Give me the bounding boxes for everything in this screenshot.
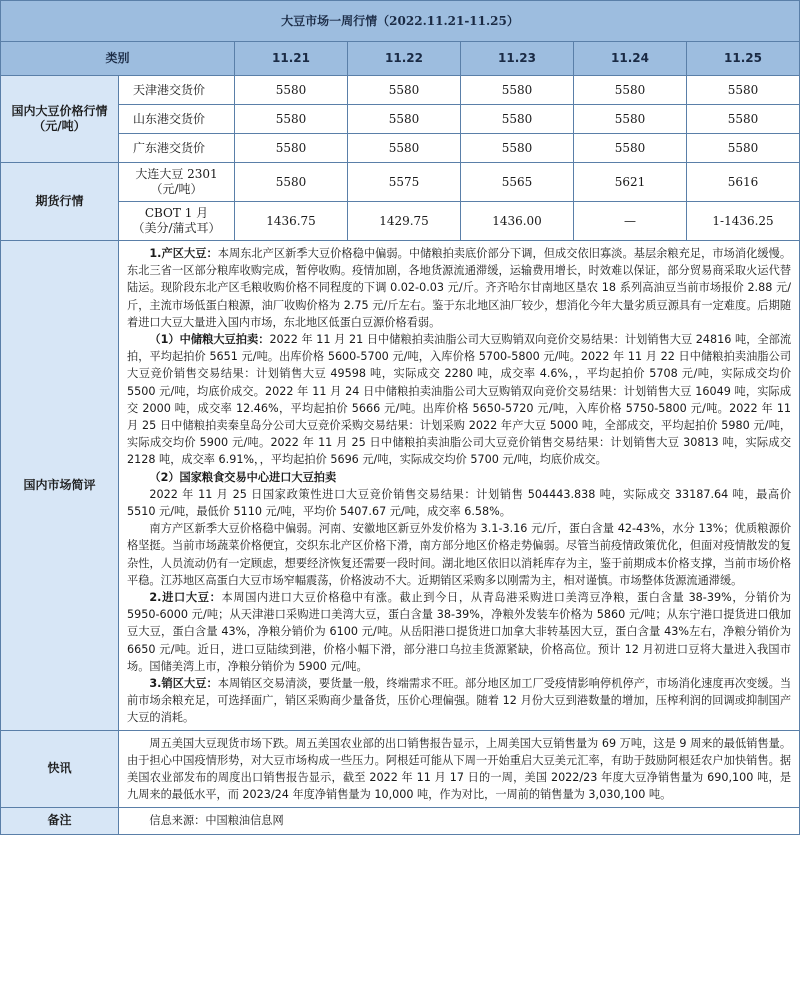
- price-cell: 5580: [461, 105, 574, 134]
- futures-cell: 5616: [687, 163, 800, 202]
- row-name: [119, 202, 235, 241]
- section-heading: 3.销区大豆：: [149, 677, 218, 691]
- futures-label: 期货行情: [1, 163, 119, 241]
- date-header: 11.25: [687, 42, 800, 76]
- date-header: 11.24: [574, 42, 687, 76]
- commentary-paragraph: [127, 589, 791, 675]
- price-cell: 5580: [687, 105, 800, 134]
- news-body: [119, 730, 800, 807]
- price-cell: 5580: [574, 134, 687, 163]
- row-name-unit: （美分/蒲式耳）: [132, 221, 221, 235]
- commentary-body: [119, 241, 800, 731]
- row-name: [119, 163, 235, 202]
- commentary-paragraph: [127, 486, 791, 520]
- futures-cell: 1436.00: [461, 202, 574, 241]
- commentary-paragraph: [127, 331, 791, 469]
- price-cell: 5580: [348, 134, 461, 163]
- domestic-price-label: 国内大豆价格行情（元/吨）: [1, 76, 119, 163]
- price-cell: 5580: [461, 76, 574, 105]
- row-name: 广东港交货价: [119, 134, 235, 163]
- futures-cell: 5621: [574, 163, 687, 202]
- row-name: 山东港交货价: [119, 105, 235, 134]
- commentary-paragraph: [127, 520, 791, 589]
- row-name-line: CBOT 1 月: [144, 206, 209, 220]
- price-cell: 5580: [687, 76, 800, 105]
- futures-cell: 5565: [461, 163, 574, 202]
- futures-cell: 1-1436.25: [687, 202, 800, 241]
- price-cell: 5580: [235, 105, 348, 134]
- date-header: 11.23: [461, 42, 574, 76]
- row-name-unit: （元/吨）: [150, 182, 203, 196]
- commentary-paragraph: [127, 675, 791, 727]
- commentary-paragraph: [127, 469, 791, 486]
- section-text: 本周销区交易清淡，要货量一般，终端需求不旺。部分地区加工厂受疫情影响停机停产，市场消化速度再次变缓。当前市场余粮充足，可选择面广，销区采购商少量备货，压价心理偏强。随着 12 月份大豆到港数量的增加，压榨利润的回调或抑制国产大豆的消耗。: [127, 677, 792, 725]
- commentary-label: 国内市场简评: [1, 241, 119, 731]
- futures-cell: 1429.75: [348, 202, 461, 241]
- date-header: 11.22: [348, 42, 461, 76]
- row-name-line: 大连大豆 2301: [135, 167, 218, 181]
- futures-cell: 5580: [235, 163, 348, 202]
- section-heading: 1.产区大豆：: [149, 247, 218, 260]
- remark-body: [119, 807, 800, 834]
- price-cell: 5580: [235, 76, 348, 105]
- price-cell: 5580: [574, 105, 687, 134]
- futures-cell: 1436.75: [235, 202, 348, 241]
- price-cell: 5580: [461, 134, 574, 163]
- commentary-paragraph: [127, 245, 791, 331]
- futures-cell: —: [574, 202, 687, 241]
- section-text: 2022 年 11 月 21 日中储粮拍卖油脂公司大豆购销双向竞价交易结果：计划销售大豆 24816 吨，全部流拍，平均起拍价 5651 元/吨。出库价格 5600-5700 元/吨，入库价格 5700-5800 元/吨。2022 年 11 月 22 日中储粮拍卖油脂公司大豆竞价销售交易结果：计划销售大豆 49598 吨，实际成交 2280 吨，成交率 4.6%，，平均起拍价 5708 元/吨，实际成交均价 5500 元/吨，均底价成交。2022 年 11 月 24 日中储粮拍卖油脂公司大豆购销双向竞价交易结果：计划销售大豆 16049 吨，实际成交 2000 吨，成交率 12.46%，平均起拍价 5666 元/吨。出库价格 5650-5720 元/吨，入库价格 5750-5800 元/吨。2022 年 11 月 25 日中储粮拍卖秦皇岛分公司大豆竞价采购交易结果：计划采购 2022 年产大豆 5000 吨，全部成交，平均起拍价 5980 元/吨，实际成交均价 5900 元/吨。2022 年 11 月 25 日中储粮拍卖油脂公司大豆竞价销售交易结果：计划销售大豆 30813 吨，实际成交 2128 吨，成交率 6.91%，，平均起拍价 5696 元/吨，实际成交均价 5700 元/吨，均底价成交。: [127, 333, 792, 467]
- futures-cell: 5575: [348, 163, 461, 202]
- price-cell: 5580: [348, 105, 461, 134]
- section-heading: 2.进口大豆：: [149, 591, 222, 605]
- category-header: 类别: [1, 42, 235, 76]
- remark-label: 备注: [1, 807, 119, 834]
- section-text: 南方产区新季大豆价格稳中偏弱。河南、安徽地区新豆外发价格为 3.1-3.16 元/斤，蛋白含量 42-43%，水分 13%；优质粮源价格坚挺。当前市场蔬菜价格便宜，交织东北产区价格下滑，南方部分地区价格走势偏弱。尽管当前疫情政策优化，但面对疫情散发的复杂性，人员流动仍有一定顾虑，想要经济恢复还需要一段时间。湖北地区依旧以消耗库存为主，鉴于前期成本价格支撑，当前市场价格平稳。江苏地区高蛋白大豆市场窄幅震荡，价格波动不大。近期销区采购多以刚需为主，相对谨慎。市场整体货源流通滞缓。: [127, 522, 792, 587]
- remark-text: 信息来源：中国粮油信息网: [149, 813, 284, 827]
- row-name: 天津港交货价: [119, 76, 235, 105]
- section-text: 2022 年 11 月 25 日国家政策性进口大豆竞价销售交易结果：计划销售 504443.838 吨，实际成交 33187.64 吨，最高价 5510 元/吨，最低价 5110 元/吨，平均价 5407.67 元/吨，成交率 6.58%。: [127, 487, 792, 519]
- report-title: 大豆市场一周行情（2022.11.21-11.25）: [1, 1, 800, 42]
- section-text: 本周国内进口大豆价格稳中有涨。截止到今日，从青岛港采购进口美湾豆净粮，蛋白含量 38-39%，分销价为 5950-6000 元/吨；从天津港口采购进口美湾大豆，蛋白含量 38-39%，净粮外发装车价格为 5860 元/吨；从东宁港口提货进口俄加豆大豆，蛋白含量 43%，净粮分销价为 6100 元/吨。从岳阳港口提货进口加拿大非转基因大豆，蛋白含量 43%左右，净粮分销价为 6650 元/吨。近日，进口豆陆续到港，价格小幅下滑，部分港口乌拉圭货源紧缺，价格高位。预计 12 月初进口豆将大量进入我国市场。国储美湾上市，净粮分销价为 5900 元/吨。: [127, 591, 792, 673]
- section-heading: （1）中储粮大豆拍卖：: [149, 333, 270, 347]
- price-cell: 5580: [235, 134, 348, 163]
- section-text: 本周东北产区新季大豆价格稳中偏弱。中储粮拍卖底价部分下调，但成交依旧寡淡。基层余粮充足，市场消化缓慢。东北三省一区部分粮库收购完成，暂停收购。疫情加剧，各地货源流通滞缓，运输费用增长，时效难以保证，部分贸易商采取火运代替陆运。现阶段东北产区毛粮收购价格不同程度的下调 0.02-0.03 元/斤。齐齐哈尔甘南地区垦农 18 系列高油豆当前市场报价 2.88 元/斤，主流市场低蛋白粮源，油厂收购价格为 2.75 元/斤左右。鉴于东北地区油厂较少，想消化今年大量劣质豆源具有一定难度。后期随着进口大豆大量进入国内市场，东北地区低蛋白豆源价格看弱。: [127, 247, 792, 329]
- date-header: 11.21: [235, 42, 348, 76]
- section-heading: （2）国家粮食交易中心进口大豆拍卖: [149, 470, 337, 484]
- price-cell: 5580: [687, 134, 800, 163]
- price-cell: 5580: [348, 76, 461, 105]
- price-cell: 5580: [574, 76, 687, 105]
- news-label: 快讯: [1, 730, 119, 807]
- news-paragraph: 周五美国大豆现货市场下跌。周五美国农业部的出口销售报告显示，上周美国大豆销售量为 69 万吨，这是 9 周来的最低销售量。由于担心中国疫情形势，对大豆市场构成一些压力。阿根廷可能从下周一开始重启大豆美元汇率，有助于鼓励阿根廷农户加快销售。据美国农业部发布的周度出口销售报告显示，截至 2022 年 11 月 17 日的一周，美国 2022/23 年度大豆净销售量为 690,100 吨，是九周来的最低水平，而 2023/24 年度净销售量为 10,000 吨，作为对比，一周前的销售量为 3,030,100 吨。: [127, 736, 792, 802]
